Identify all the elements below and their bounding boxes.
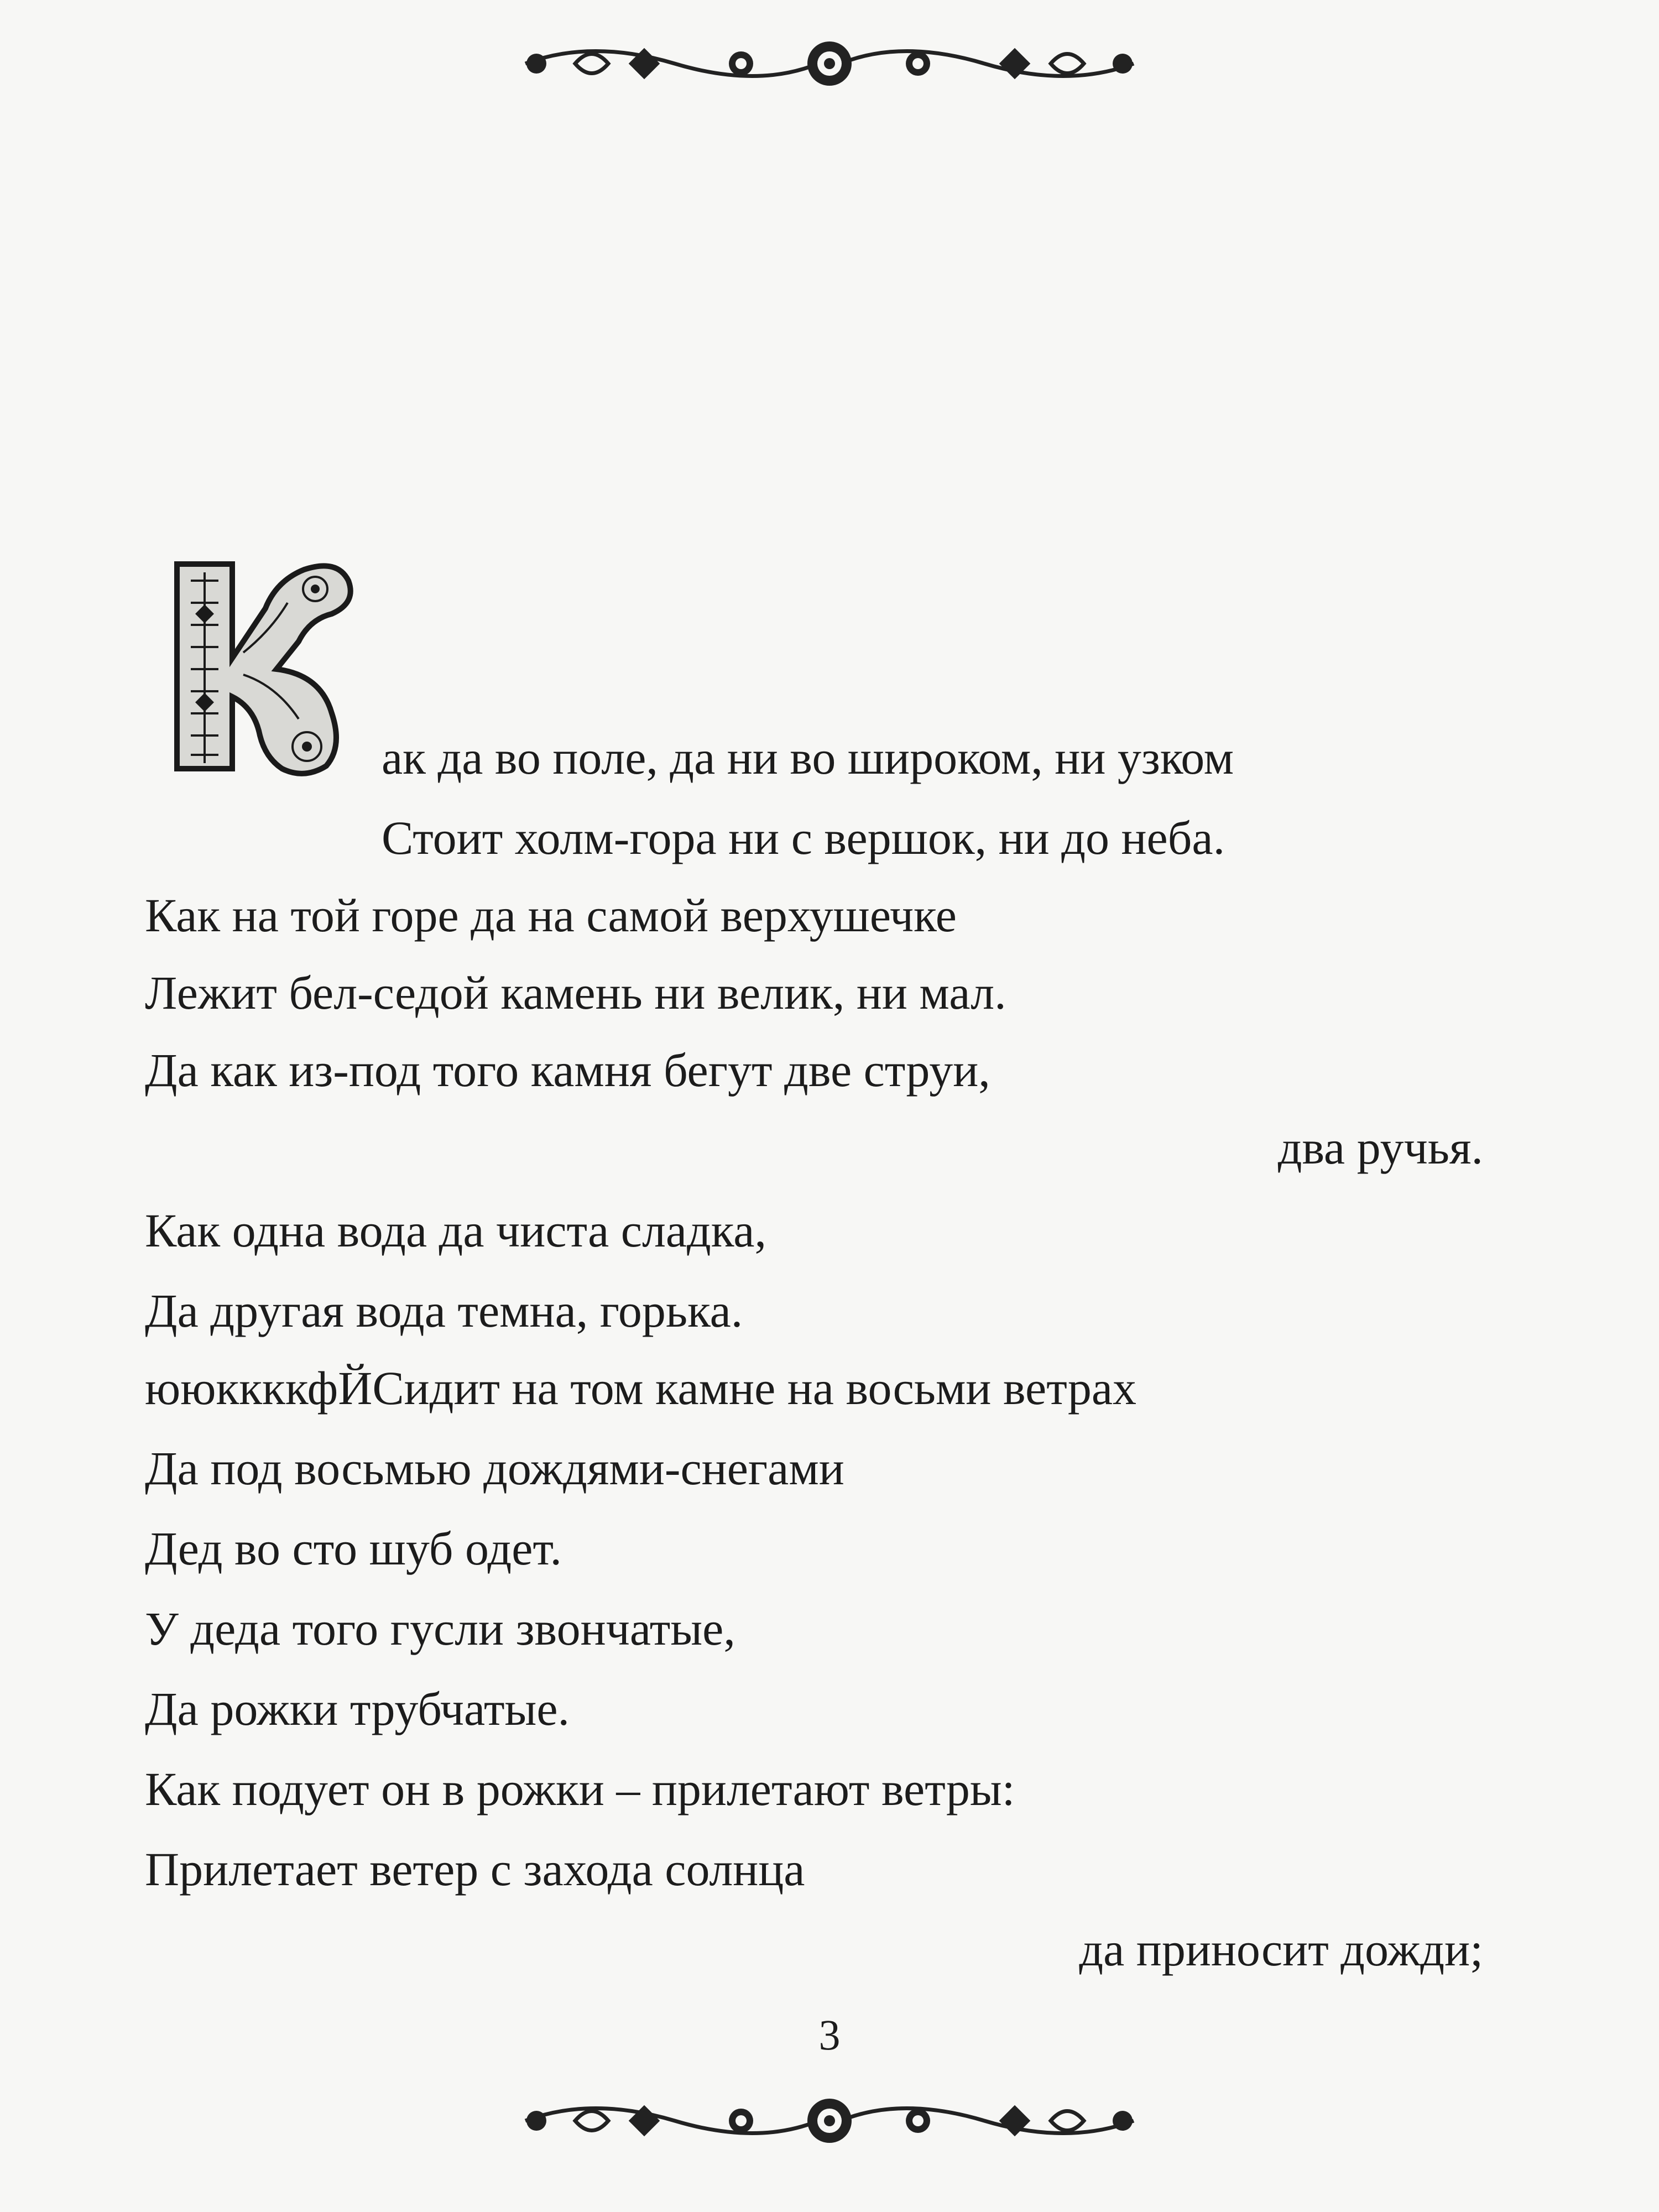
poem-line: Прилетает ветер с захода солнца [145, 1843, 805, 1896]
poem-line: Да как из-под того камня бегут две струи, [145, 1044, 990, 1097]
poem-line: Да другая вода темна, горька. [145, 1284, 743, 1337]
poem-line: Как одна вода да чиста сладка, [145, 1204, 766, 1257]
poem-line: Да под восьмью дождями-снегами [145, 1442, 844, 1495]
poem-line: да приносит дожди; [1079, 1923, 1483, 1976]
poem-line: ююккккфЙСидит на том камне на восьми ветрах [145, 1361, 1137, 1415]
page-number: 3 [818, 2011, 841, 2059]
poem-line: Как подует он в рожки – прилетают ветры: [145, 1762, 1015, 1815]
poem-line: Как на той горе да на самой верхушечке [145, 889, 957, 942]
poem-line: Стоит холм-гора ни с вершок, ни до неба. [382, 811, 1225, 864]
poem-line: ак да во поле, да ни во широком, ни узком [382, 731, 1234, 784]
poem-line: Да рожки трубчатые. [145, 1682, 570, 1735]
poem-line: Лежит бел-седой камень ни велик, ни мал. [145, 966, 1006, 1019]
ornament-bottom [509, 2085, 1150, 2157]
poem-line: Дед во сто шуб одет. [145, 1522, 562, 1575]
poem-line: два ручья. [1277, 1121, 1483, 1174]
poem-line: У деда того гусли звончатые, [145, 1602, 735, 1655]
